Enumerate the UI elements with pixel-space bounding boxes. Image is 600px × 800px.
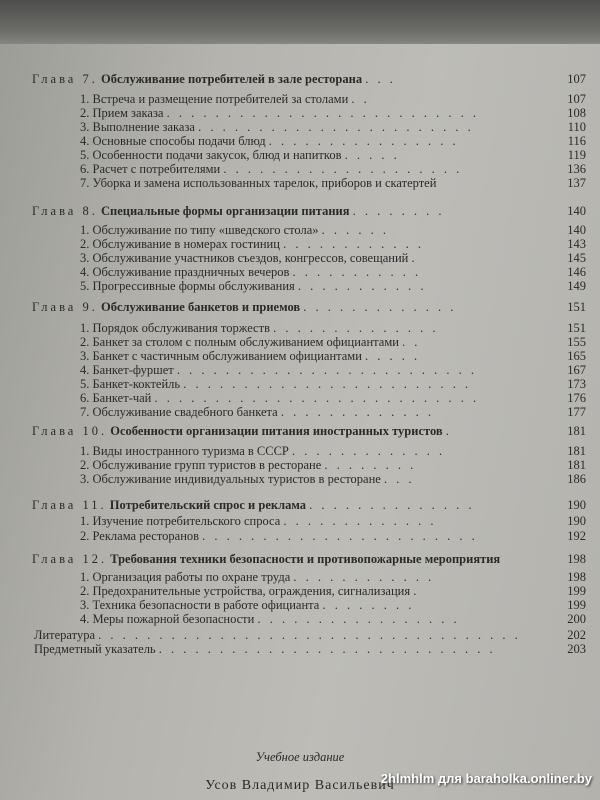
- chapter-title: Особенности организации питания иностранных туристов: [110, 424, 443, 438]
- item-label: 5. Особенности подачи закусок, блюд и напитков: [80, 148, 342, 162]
- toc-chapter-7: [0, 72, 600, 87]
- page-number: 146: [567, 265, 586, 279]
- item-label: 5. Прогрессивные формы обслуживания: [80, 279, 295, 293]
- chapter-number: Глава 10.: [32, 424, 108, 438]
- page-number: 181: [567, 458, 586, 472]
- chapter-number: Глава 12.: [32, 552, 108, 566]
- author-name: Усов Владимир Васильевич: [205, 778, 395, 793]
- leader-dots: . . . . . . . . . . . . . . . . .: [257, 612, 460, 626]
- page-number: 177: [567, 405, 586, 419]
- leader-dots: . . .: [365, 72, 396, 86]
- toc-item: [0, 223, 600, 238]
- toc-item: [0, 120, 600, 135]
- page-number: 181: [567, 444, 586, 458]
- item-label: 1. Организация работы по охране труда: [80, 570, 291, 584]
- item-label: 4. Меры пожарной безопасности: [80, 612, 255, 626]
- leader-dots: . . . . . . . . . . . . . .: [273, 321, 439, 335]
- toc-literature: [0, 628, 600, 643]
- leader-dots: . . . . . . . . . . . . .: [303, 300, 457, 314]
- page-number: 176: [567, 391, 586, 405]
- toc-item: [0, 251, 600, 266]
- page-number: 181: [567, 424, 586, 438]
- page-number: 203: [567, 642, 586, 656]
- toc-item: [0, 472, 600, 487]
- item-label: Предметный указатель: [34, 642, 156, 656]
- toc-item: [0, 349, 600, 364]
- page-number: 107: [567, 92, 586, 106]
- chapter-title: Обслуживание потребителей в зале ресторана: [100, 72, 363, 86]
- toc-item: [0, 279, 600, 294]
- toc-item: [0, 134, 600, 149]
- leader-dots: . . . . . . . . . . . . . . . . . . . . . . . . . . . .: [158, 642, 496, 656]
- leader-dots: . . . . . . . . . . . . . . . . . . . . . . . .: [183, 377, 472, 391]
- item-label: 5. Банкет-коктейль: [80, 377, 181, 391]
- chapter-number: Глава 11.: [32, 498, 107, 512]
- page-number: 200: [567, 612, 586, 626]
- page-number: 190: [567, 514, 586, 528]
- item-label: 1. Порядок обслуживания торжеств: [80, 321, 270, 335]
- item-label: 7. Уборка и замена использованных тарелок, приборов и скатертей: [80, 176, 437, 190]
- leader-dots: . . . . . . . . . . . .: [293, 570, 435, 584]
- item-label: 4. Обслуживание праздничных вечеров: [80, 265, 290, 279]
- leader-dots: . . . . . . . . . . . . . . . . . . . .: [223, 162, 463, 176]
- leader-dots: . . . . . . . .: [352, 204, 445, 218]
- item-label: 6. Расчет с потребителями: [80, 162, 221, 176]
- toc-item: [0, 363, 600, 378]
- page-number: 151: [567, 300, 586, 314]
- leader-dots: . . . . . . . . . . . . . . . .: [268, 134, 459, 148]
- book-page: [0, 44, 600, 800]
- leader-dots: . . . . . . . . . . . . . . . . . . . . . . . . . . .: [154, 391, 480, 405]
- toc-item: [0, 377, 600, 392]
- page-top-shadow: [0, 0, 600, 46]
- toc-item: [0, 106, 600, 121]
- toc-item: [0, 176, 600, 191]
- item-label: 7. Обслуживание свадебного банкета: [80, 405, 278, 419]
- page-number: 116: [567, 134, 586, 148]
- page-number: 190: [567, 498, 586, 512]
- item-label: 1. Виды иностранного туризма в СССР: [80, 444, 289, 458]
- page-number: 165: [567, 349, 586, 363]
- item-label: 1. Изучение потребительского спроса: [80, 514, 281, 528]
- item-label: 2. Банкет за столом с полным обслуживанием официантами: [80, 335, 399, 349]
- leader-dots: .: [413, 584, 420, 598]
- leader-dots: . . . . . . . . . . .: [297, 279, 427, 293]
- chapter-number: Глава 9.: [32, 300, 98, 314]
- item-label: 3. Обслуживание участников съездов, конгрессов, совещаний: [80, 251, 409, 265]
- item-label: Литература: [34, 628, 95, 642]
- leader-dots: . . . . . . . .: [324, 458, 417, 472]
- page-number: 140: [567, 204, 586, 218]
- item-label: 2. Предохранительные устройства, ограждения, сигнализация: [80, 584, 411, 598]
- leader-dots: . .: [351, 92, 370, 106]
- toc-item: [0, 321, 600, 336]
- item-label: 3. Обслуживание индивидуальных туристов в ресторане: [80, 472, 381, 486]
- item-label: 3. Банкет с частичным обслуживанием официантами: [80, 349, 362, 363]
- chapter-title: Специальные формы организации питания: [100, 204, 350, 218]
- toc-item: [0, 584, 600, 599]
- toc-item: [0, 598, 600, 613]
- leader-dots: . . .: [383, 472, 415, 486]
- page-number: 151: [567, 321, 586, 335]
- leader-dots: . . . . .: [344, 148, 400, 162]
- toc-item: [0, 405, 600, 420]
- page-number: 192: [567, 529, 586, 543]
- item-label: 2. Обслуживание групп туристов в ресторане: [80, 458, 322, 472]
- page-number: 110: [567, 120, 586, 134]
- leader-dots: . . . . . . . . . . . . . .: [309, 498, 475, 512]
- toc-item: [0, 391, 600, 406]
- leader-dots: .: [445, 424, 452, 438]
- leader-dots: . .: [402, 335, 421, 349]
- toc-item: [0, 148, 600, 163]
- leader-dots: . . . . . . . . . . . . . . . . . . . . . . . . . .: [166, 106, 479, 120]
- leader-dots: . . . . . . . . . . . . . . . . . . . . . . .: [198, 120, 474, 134]
- toc-item: [0, 529, 600, 544]
- chapter-number: Глава 7.: [32, 72, 98, 86]
- edition-note: Учебное издание: [255, 750, 345, 764]
- item-label: 2. Реклама ресторанов: [80, 529, 200, 543]
- page-number: 199: [567, 598, 586, 612]
- page-number: 149: [567, 279, 586, 293]
- page-number: 143: [567, 237, 586, 251]
- toc-chapter-10: [0, 424, 600, 439]
- toc-subject-index: [0, 642, 600, 657]
- toc-item: [0, 335, 600, 350]
- leader-dots: . . . . .: [365, 349, 421, 363]
- page-number: 198: [567, 570, 586, 584]
- leader-dots: . . . . . . . . . . . . . . . . . . . . . . . . . . . . . . . . . . .: [98, 628, 521, 642]
- leader-dots: . . . . . . . . . . . .: [283, 237, 424, 251]
- toc-chapter-12: [0, 552, 600, 567]
- toc-item: [0, 612, 600, 627]
- page-number: 119: [567, 148, 586, 162]
- leader-dots: . . . . . . . . . . . . .: [283, 514, 437, 528]
- chapter-title: Требования техники безопасности и противопожарные мероприятия: [110, 552, 501, 566]
- toc-item: [0, 444, 600, 459]
- item-label: 3. Выполнение заказа: [80, 120, 195, 134]
- chapter-title: Обслуживание банкетов и приемов: [100, 300, 301, 314]
- page-number: 107: [567, 72, 586, 86]
- page-number: 167: [567, 363, 586, 377]
- leader-dots: . . . . . .: [321, 223, 390, 237]
- item-label: 1. Встреча и размещение потребителей за столами: [80, 92, 349, 106]
- toc-item: [0, 92, 600, 107]
- item-label: 4. Банкет-фуршет: [80, 363, 174, 377]
- toc-item: [0, 570, 600, 585]
- leader-dots: . . . . . . . . . . . . .: [280, 405, 434, 419]
- page-number: 137: [567, 176, 586, 190]
- item-label: 4. Основные способы подачи блюд: [80, 134, 266, 148]
- toc-item: [0, 458, 600, 473]
- page-number: 186: [567, 472, 586, 486]
- leader-dots: . . . . . . . . . . . . .: [292, 444, 446, 458]
- toc-chapter-8: [0, 204, 600, 219]
- page-number: 173: [567, 377, 586, 391]
- page-number: 202: [567, 628, 586, 642]
- item-label: 2. Обслуживание в номерах гостиниц: [80, 237, 280, 251]
- leader-dots: . . . . . . . . . . . . . . . . . . . . . . .: [202, 529, 478, 543]
- page-number: 136: [567, 162, 586, 176]
- page-number: 145: [567, 251, 586, 265]
- item-label: 1. Обслуживание по типу «шведского стола»: [80, 223, 319, 237]
- item-label: 3. Техника безопасности в работе официанта: [80, 598, 320, 612]
- toc-item: [0, 265, 600, 280]
- toc-item: [0, 237, 600, 252]
- toc-chapter-9: [0, 300, 600, 315]
- toc-item: [0, 514, 600, 529]
- watermark: 2hlmhlm для baraholka.onliner.by: [380, 771, 592, 786]
- chapter-number: Глава 8.: [32, 204, 98, 218]
- toc-chapter-11: [0, 498, 600, 513]
- leader-dots: .: [411, 251, 418, 265]
- page-number: 155: [567, 335, 586, 349]
- chapter-title: Потребительский спрос и реклама: [109, 498, 307, 512]
- toc-item: [0, 162, 600, 177]
- leader-dots: . . . . . . . . . . . . . . . . . . . . . . . . .: [176, 363, 478, 377]
- page-number: 199: [567, 584, 586, 598]
- item-label: 6. Банкет-чай: [80, 391, 152, 405]
- leader-dots: . . . . . . . .: [322, 598, 415, 612]
- page-number: 108: [567, 106, 586, 120]
- leader-dots: . . . . . . . . . . .: [292, 265, 422, 279]
- item-label: 2. Прием заказа: [80, 106, 164, 120]
- page-number: 198: [567, 552, 586, 566]
- page-number: 140: [567, 223, 586, 237]
